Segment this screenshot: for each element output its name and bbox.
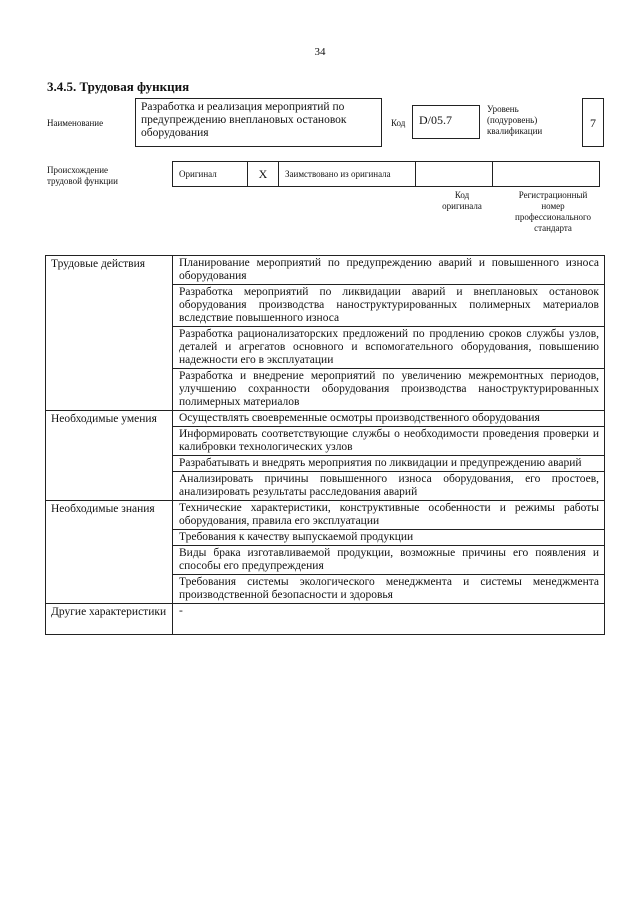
list-item: Виды брака изготавливаемой продукции, возможные причины его появления и способы его предупреждения bbox=[173, 546, 605, 575]
table-row bbox=[46, 411, 605, 427]
level-label-line-1: Уровень bbox=[487, 104, 519, 114]
code-original-label-line-2: оригинала bbox=[442, 201, 482, 211]
level-label-line-2: (подуровень) bbox=[487, 115, 538, 125]
list-item: Планирование мероприятий по предупреждению аварий и повышенного износа оборудования bbox=[173, 256, 605, 285]
list-item: Разработка рационализаторских предложений по продлению сроков службы узлов, деталей и агрегатов основного и вспомогательного оборудования, повышению надежности его в эксплуатации bbox=[173, 327, 605, 369]
origin-label-line-1: Происхождение bbox=[47, 165, 109, 175]
function-name-box: Разработка и реализация мероприятий по предупреждению внеплановых остановок оборудования bbox=[135, 98, 382, 147]
origin-borrowed-cell: Заимствовано из оригинала bbox=[279, 162, 416, 187]
reg-number-cell bbox=[493, 162, 600, 187]
function-details-table bbox=[45, 255, 605, 635]
qualification-level-label bbox=[487, 104, 542, 137]
table-row bbox=[46, 604, 605, 635]
origin-table bbox=[172, 161, 600, 187]
code-original-label-line-1: Код bbox=[454, 190, 470, 200]
function-code-box: D/05.7 bbox=[412, 105, 480, 139]
list-item: Требования системы экологического менеджмента и системы менеджмента производственной безопасности и здоровья bbox=[173, 575, 605, 604]
list-item: Информировать соответствующие службы о необходимости проведения проверки и калибровки технологических узлов bbox=[173, 427, 605, 456]
page-number: 34 bbox=[314, 46, 326, 58]
list-item: Требования к качеству выпускаемой продукции bbox=[173, 530, 605, 546]
section-title: 3.4.5. Трудовая функция bbox=[47, 79, 190, 94]
table-row bbox=[46, 256, 605, 285]
section-label-other-characteristics: Другие характеристики bbox=[46, 604, 173, 635]
qualification-level-box: 7 bbox=[582, 98, 604, 147]
origin-label-line-2: трудовой функции bbox=[47, 176, 118, 186]
name-label: Наименование bbox=[47, 118, 104, 128]
code-label: Код bbox=[391, 118, 406, 128]
reg-number-label-line-3: профессионального bbox=[515, 212, 591, 222]
reg-number-label-line-1: Регистрационный bbox=[518, 190, 588, 200]
reg-number-label bbox=[498, 190, 608, 234]
reg-number-label-line-4: стандарта bbox=[534, 223, 572, 233]
code-original-cell bbox=[416, 162, 493, 187]
section-label-required-knowledge: Необходимые знания bbox=[46, 501, 173, 604]
list-item: Анализировать причины повышенного износа оборудования, его простоев, анализировать результаты расследования аварий bbox=[173, 472, 605, 501]
code-original-label bbox=[430, 190, 494, 212]
origin-mark-cell: X bbox=[248, 162, 279, 187]
list-item: Разработка мероприятий по ликвидации аварий и внеплановых остановок оборудования производства наноструктурированных полимерных материалов вследствие повышенного износа bbox=[173, 285, 605, 327]
level-label-line-3: квалификации bbox=[487, 126, 543, 136]
table-row bbox=[46, 501, 605, 530]
section-label-required-skills: Необходимые умения bbox=[46, 411, 173, 501]
list-item: Разработка и внедрение мероприятий по увеличению межремонтных периодов, улучшению сохранности оборудования производства наноструктурированных полимерных материалов bbox=[173, 369, 605, 411]
list-item: Осуществлять своевременные осмотры производственного оборудования bbox=[173, 411, 605, 427]
section-label-labor-actions: Трудовые действия bbox=[46, 256, 173, 411]
list-item: Технические характеристики, конструктивные особенности и режимы работы оборудования, правила его эксплуатации bbox=[173, 501, 605, 530]
origin-original-cell: Оригинал bbox=[173, 162, 248, 187]
reg-number-label-line-2: номер bbox=[541, 201, 565, 211]
list-item: Разрабатывать и внедрять мероприятия по ликвидации и предупреждению аварий bbox=[173, 456, 605, 472]
list-item: - bbox=[173, 604, 605, 635]
origin-label bbox=[47, 165, 118, 187]
